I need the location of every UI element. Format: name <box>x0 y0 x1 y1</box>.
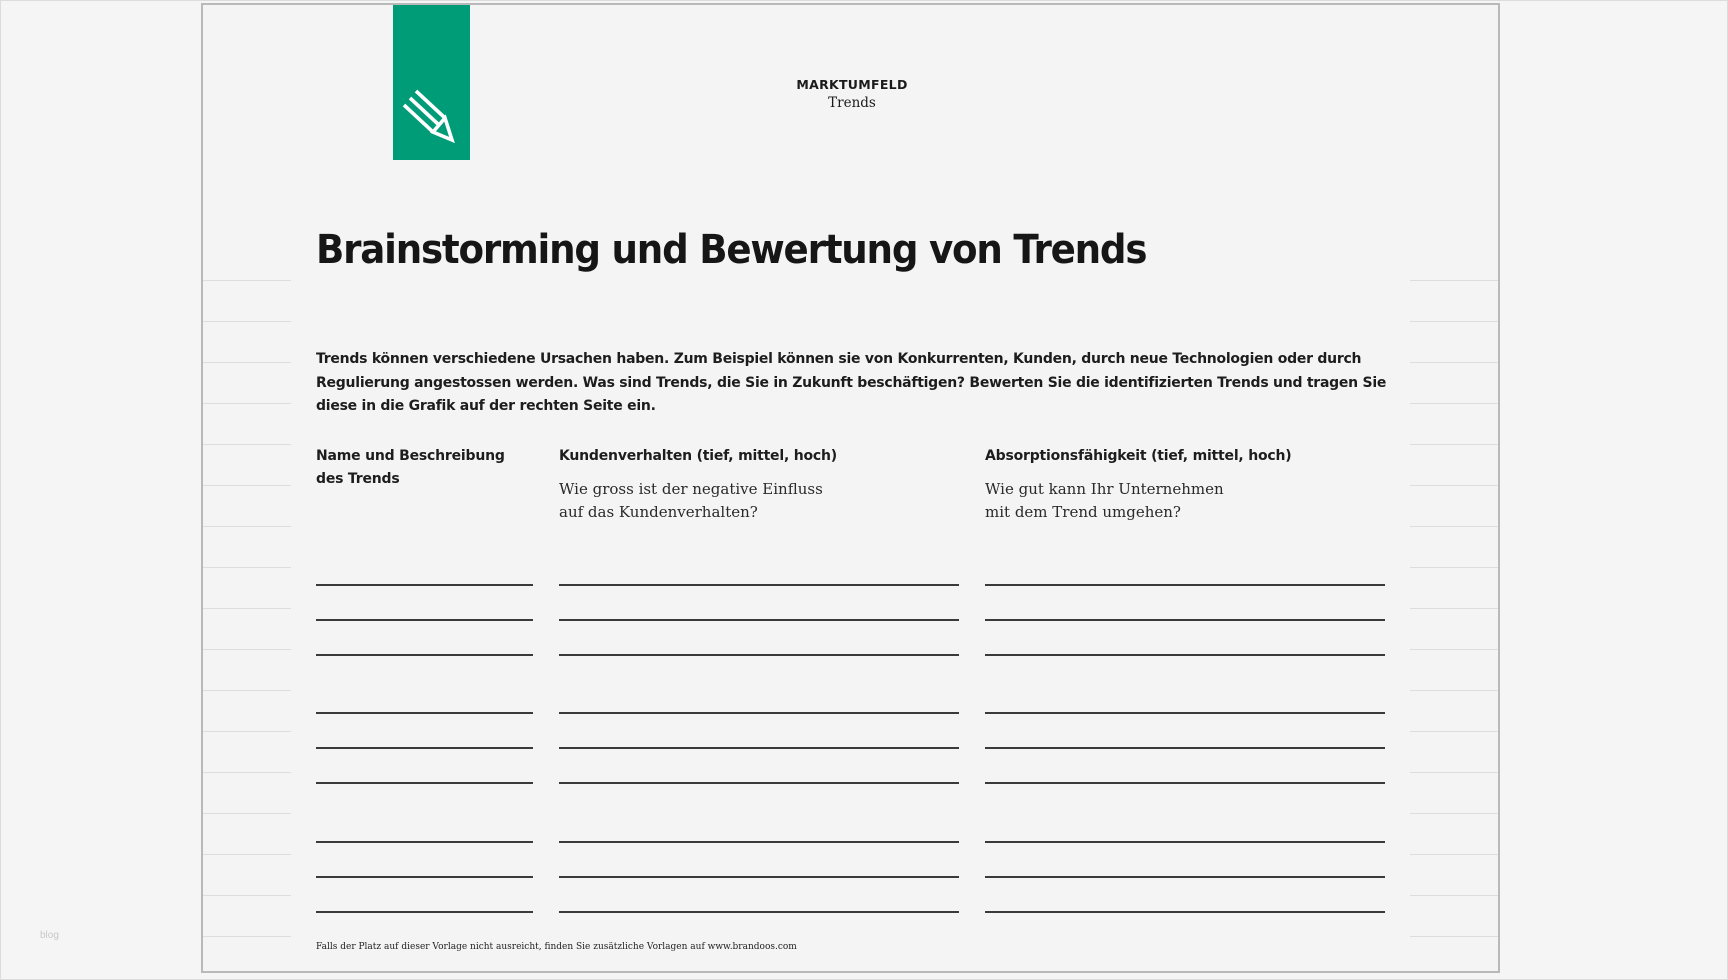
margin-line <box>1410 403 1498 404</box>
column-absorptionsfaehigkeit <box>985 445 1385 524</box>
answer-line <box>316 911 533 913</box>
column-heading <box>316 445 536 491</box>
answer-line <box>316 841 533 843</box>
answer-line <box>559 712 959 714</box>
column-heading: Kundenverhalten (tief, mittel, hoch) <box>559 448 837 464</box>
margin-line <box>203 936 291 937</box>
answer-line <box>985 782 1385 784</box>
answer-line <box>316 619 533 621</box>
margin-line <box>203 403 291 404</box>
column-kundenverhalten <box>559 445 959 524</box>
margin-line <box>203 444 291 445</box>
margin-line <box>1410 854 1498 855</box>
margin-line <box>203 567 291 568</box>
worksheet-page <box>201 3 1500 973</box>
column-question-line: Wie gut kann Ihr Unternehmen <box>985 480 1224 498</box>
answer-line <box>316 584 533 586</box>
margin-line <box>1410 444 1498 445</box>
margin-line <box>203 526 291 527</box>
margin-line <box>203 690 291 691</box>
column-question-line: mit dem Trend umgehen? <box>985 503 1181 521</box>
margin-line <box>1410 280 1498 281</box>
margin-line <box>203 485 291 486</box>
margin-line <box>203 854 291 855</box>
margin-line <box>1410 608 1498 609</box>
margin-line <box>1410 731 1498 732</box>
column-heading-line: des Trends <box>316 471 400 487</box>
margin-line <box>1410 813 1498 814</box>
section-subtitle: Trends <box>828 95 876 111</box>
intro-text: Trends können verschiedene Ursachen haben. Zum Beispiel können sie von Konkurrenten, Kunden, durch neue Technologien oder durch Regulierung angestossen werden. Was sind Trends, die Sie in Zukunft beschäftigen? Bewerten Sie die identifizierten Trends und tragen Sie diese in die Grafik auf der rechten Seite ein. <box>316 351 1387 414</box>
right-margin-lines <box>1410 5 1498 971</box>
column-question-line: Wie gross ist der negative Einfluss <box>559 480 823 498</box>
column-heading: Absorptionsfähigkeit (tief, mittel, hoch) <box>985 448 1292 464</box>
margin-line <box>1410 485 1498 486</box>
answer-line <box>559 876 959 878</box>
margin-line <box>203 731 291 732</box>
column-question <box>559 478 959 524</box>
margin-line <box>203 772 291 773</box>
answer-line <box>985 876 1385 878</box>
margin-line <box>203 649 291 650</box>
section-label: MARKTUMFELD <box>796 77 908 92</box>
answer-line <box>985 654 1385 656</box>
section-bookmark <box>393 5 470 160</box>
answer-line <box>559 584 959 586</box>
answer-line <box>985 584 1385 586</box>
margin-line <box>1410 649 1498 650</box>
answer-line <box>316 712 533 714</box>
answer-line <box>559 619 959 621</box>
column-heading-line: Name und Beschreibung <box>316 448 505 464</box>
page-title: Brainstorming und Bewertung von Trends <box>316 227 1147 273</box>
answer-line <box>985 841 1385 843</box>
answer-line <box>316 782 533 784</box>
answer-line <box>559 841 959 843</box>
margin-line <box>1410 772 1498 773</box>
answer-line <box>316 654 533 656</box>
margin-line <box>203 280 291 281</box>
column-trend-name <box>316 445 536 491</box>
answer-line <box>985 619 1385 621</box>
section-header <box>752 77 952 111</box>
margin-line <box>203 608 291 609</box>
answer-line <box>985 712 1385 714</box>
margin-line <box>1410 526 1498 527</box>
left-margin-lines <box>203 5 291 971</box>
answer-line <box>316 876 533 878</box>
margin-line <box>203 895 291 896</box>
margin-line <box>203 362 291 363</box>
watermark: blog <box>40 930 59 941</box>
column-question <box>985 478 1385 524</box>
margin-line <box>1410 895 1498 896</box>
margin-line <box>1410 936 1498 937</box>
answer-line <box>559 654 959 656</box>
margin-line <box>1410 321 1498 322</box>
answer-line <box>559 747 959 749</box>
margin-line <box>1410 362 1498 363</box>
answer-line <box>985 747 1385 749</box>
answer-line <box>985 911 1385 913</box>
margin-line <box>1410 690 1498 691</box>
answer-line <box>559 782 959 784</box>
margin-line <box>1410 567 1498 568</box>
footnote: Falls der Platz auf dieser Vorlage nicht ausreicht, finden Sie zusätzliche Vorlagen auf www.brandoos.com <box>316 942 797 952</box>
answer-line <box>316 747 533 749</box>
margin-line <box>203 321 291 322</box>
column-question-line: auf das Kundenverhalten? <box>559 503 758 521</box>
margin-line <box>203 813 291 814</box>
answer-line <box>559 911 959 913</box>
